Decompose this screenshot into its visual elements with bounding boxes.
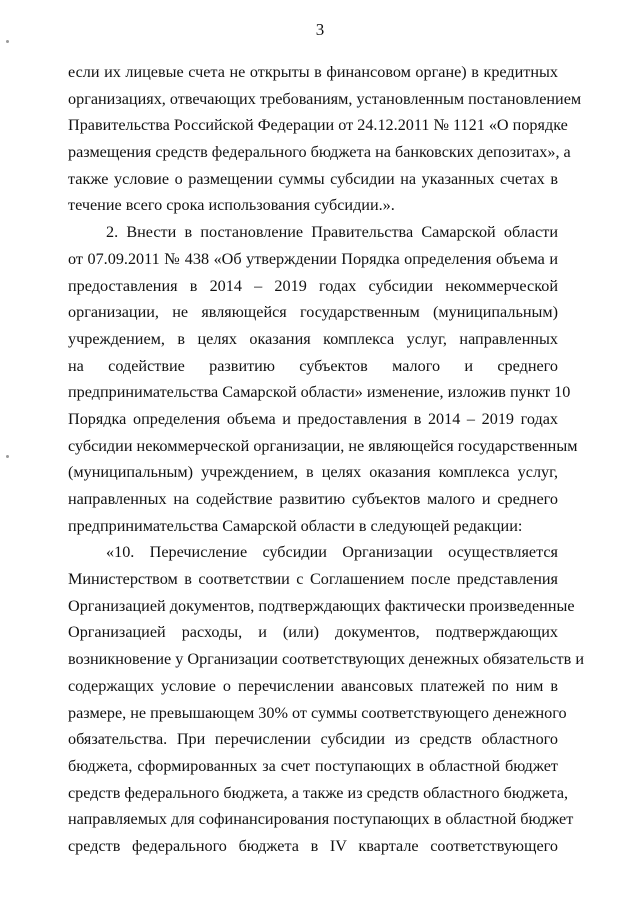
text-line: течение всего срока использования субсидии.». — [68, 196, 395, 215]
margin-mark — [6, 40, 9, 43]
text-line: также условие о размещении суммы субсидии на указанных счетах в — [68, 169, 558, 188]
page-number: 3 — [315, 20, 325, 39]
text-line: субсидии некоммерческой организации, не являющейся государственным — [68, 436, 578, 455]
text-line: Организацией расходы, и (или) документов, подтверждающих — [68, 623, 558, 642]
text-line: средств федерального бюджета, а также из средств областного бюджета, — [68, 783, 569, 802]
text-line: средств федерального бюджета в IV квартале соответствующего — [68, 836, 558, 855]
text-line: Организацией документов, подтверждающих фактически произведенные — [68, 596, 575, 615]
text-line: учреждением, в целях оказания комплекса услуг, направленных — [68, 329, 558, 348]
text-line: размещения средств федерального бюджета на банковских депозитах», а — [68, 143, 571, 162]
text-line: предпринимательства Самарской области в следующей редакции: — [68, 516, 523, 535]
text-line: Порядка определения объема и предоставления в 2014 – 2019 годах — [68, 409, 558, 428]
text-line: «10. Перечисление субсидии Организации осуществляется — [106, 543, 558, 562]
text-line: Министерством в соответствии с Соглашением после представления — [68, 570, 558, 589]
text-line: размере, не превышающем 30% от суммы соответствующего денежного — [68, 703, 567, 722]
text-line: организации, не являющейся государственным (муниципальным) — [68, 303, 558, 322]
body-text — [68, 59, 584, 860]
text-line: содержащих условие о перечислении авансовых платежей по ним в — [68, 676, 558, 695]
text-line: (муниципальным) учреждением, в целях оказания комплекса услуг, — [68, 463, 558, 482]
text-line: 2. Внести в постановление Правительства Самарской области — [106, 223, 558, 242]
text-line: обязательства. При перечислении субсидии из средств областного — [68, 730, 558, 749]
text-line: на содействие развитию субъектов малого и среднего — [68, 356, 558, 375]
text-line: Правительства Российской Федерации от 24.12.2011 № 1121 «О порядке — [68, 116, 568, 135]
text-line: возникновение у Организации соответствующих денежных обязательств и — [68, 650, 584, 669]
text-line: бюджета, сформированных за счет поступающих в областной бюджет — [68, 756, 558, 775]
text-line: от 07.09.2011 № 438 «Об утверждении Порядка определения объема и — [68, 249, 558, 268]
text-line: если их лицевые счета не открыты в финансовом органе) в кредитных — [68, 63, 558, 81]
margin-mark — [6, 455, 9, 458]
text-line: организациях, отвечающих требованиям, установленным постановлением — [68, 89, 582, 108]
text-line: направленных на содействие развитию субъектов малого и среднего — [68, 490, 558, 508]
text-line: предоставления в 2014 – 2019 годах субсидии некоммерческой — [68, 276, 558, 295]
text-line: направляемых для софинансирования поступающих в областной бюджет — [68, 810, 574, 829]
text-line: предпринимательства Самарской области» изменение, изложив пункт 10 — [68, 383, 571, 402]
